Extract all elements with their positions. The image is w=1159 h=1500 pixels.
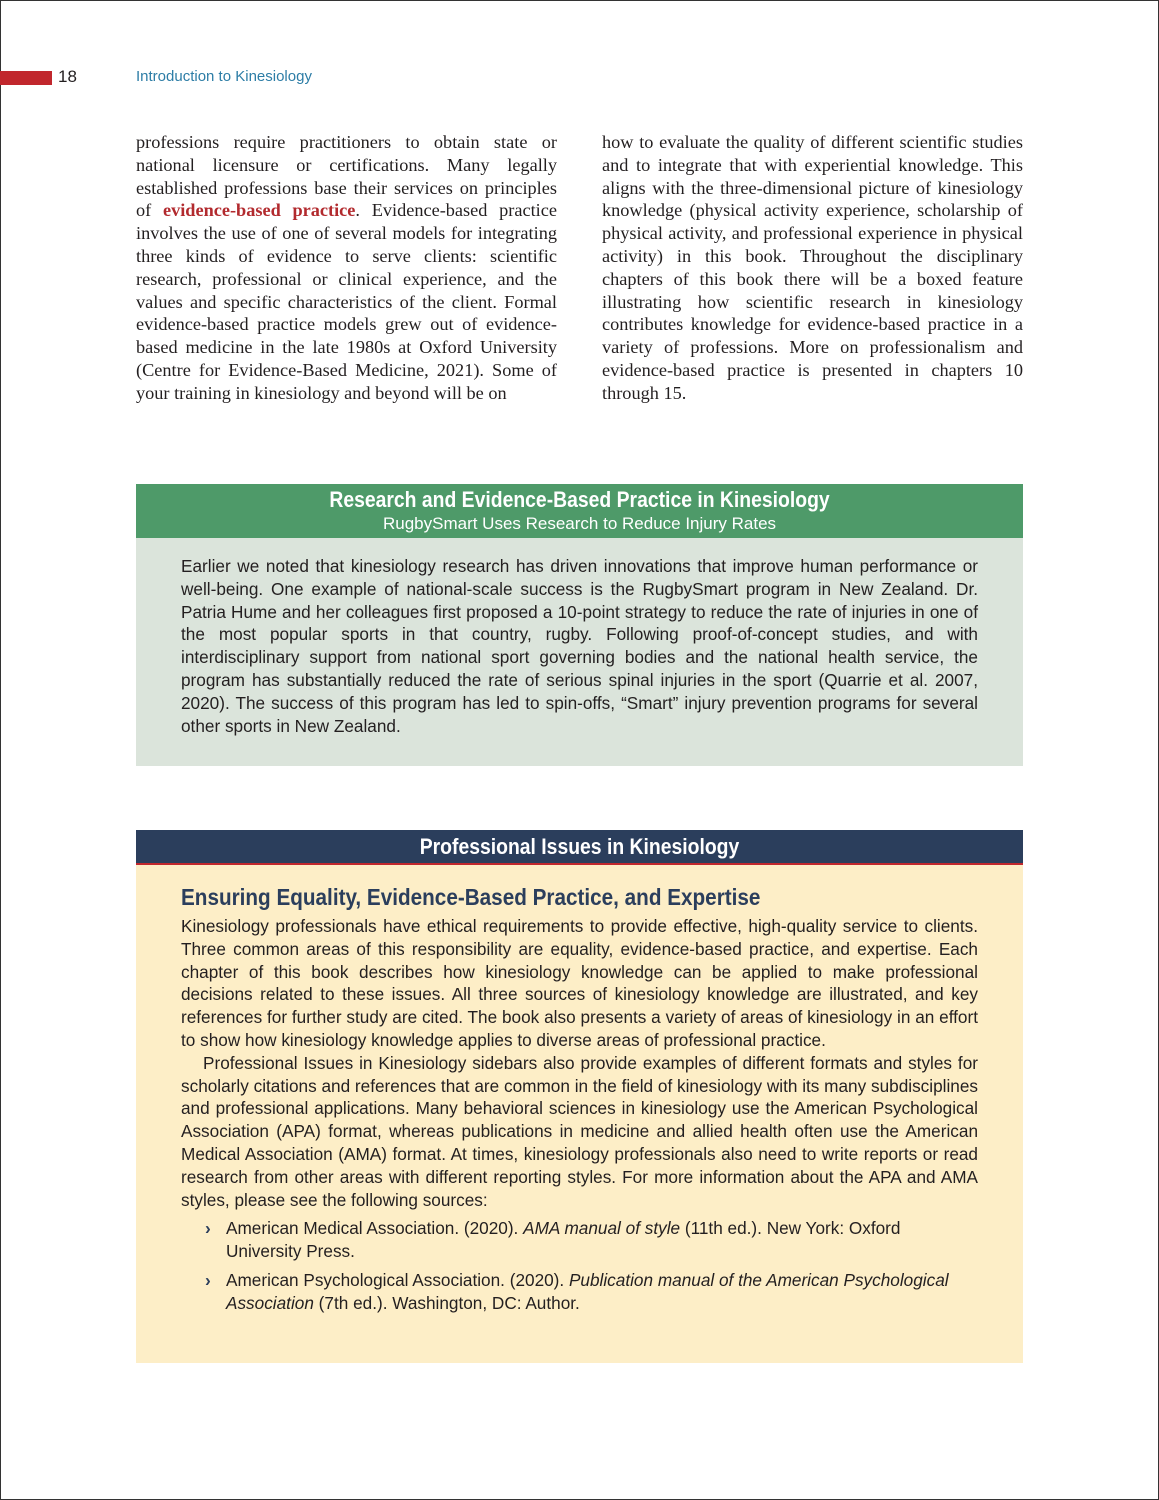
research-sidebar-body: Earlier we noted that kinesiology research has driven innovations that improve human performance or well-being. One example of national-scale success is the RugbySmart program in New Zealand. Dr. Patria Hume and her colleagues first proposed a 10-point strategy to reduce the rate of injuries in one of the most popular sports in that country, rugby. Following proof-of-concept studies, and with interdisciplinary support from national sport governing bodies and the national health service, the program has substantially reduced the rate of serious spinal injuries in the sport (Quarrie et al. 2007, 2020). The success of this program has led to spin-offs, “Smart” injury prevention programs for several other sports in New Zealand.	[181, 556, 978, 736]
body-column-right: how to evaluate the quality of different scientific studies and to integrate that with experiential knowledge. This aligns with the three-dimensional picture of kinesiology knowledge (physical activity experience, scholarship of physical activity, and professional experience in physical activity) in this book. Throughout the disciplinary chapters of this book there will be a boxed feature illustrating how scientific research in kinesiology contributes knowledge for evidence-based practice in a variety of professions. More on professionalism and evidence-based practice is presented in chapters 10 through 15.	[602, 132, 1023, 403]
key-term: evidence-based practice	[162, 200, 356, 221]
research-sidebar-subtitle: RugbySmart Uses Research to Reduce Injury Rates	[382, 514, 777, 533]
research-sidebar-header	[136, 484, 1023, 538]
chevron-right-icon: ›	[205, 1269, 211, 1290]
professional-issues-paragraph: Kinesiology professionals have ethical requirements to provide effective, high-quality service to clients. Three common areas of this responsibility are equality, evidence-based practice, and expertise. Each chapter of this book describes how kinesiology knowledge can be applied to make professional decisions related to these issues. All three sources of kinesiology knowledge are illustrated, and key references for further study are cited. The book also presents a variety of areas of kinesiology in an effort to show how kinesiology knowledge applies to diverse areas of professional practice.	[181, 916, 978, 1050]
running-head: Introduction to Kinesiology	[136, 68, 312, 85]
body-text: . Evidence-based practice involves the use of one of several models for integrating three kinds of evidence to serve clients: scientific research, professional or clinical experience, and the values and specific characteristics of the client. Formal evidence-based practice models grew out of evidence-based medicine in the late 1980s at Oxford University (Centre for Evidence-Based Medicine, 2021). Some of your training in kinesiology and beyond will be on	[136, 200, 557, 403]
reference-item	[181, 1269, 978, 1315]
reference-publisher: (11th ed.). New York: Oxford University Press.	[226, 1218, 901, 1262]
reference-publisher: (7th ed.). Washington, DC: Author.	[313, 1292, 580, 1313]
research-sidebar	[136, 484, 1023, 766]
reference-title: Publication manual of the American Psychological Association	[226, 1269, 949, 1313]
chevron-right-icon: ›	[205, 1218, 211, 1239]
page-tab-marker	[0, 71, 52, 85]
reference-list	[181, 1217, 978, 1314]
reference-item	[181, 1217, 978, 1263]
reference-author: American Medical Association. (2020).	[226, 1218, 524, 1239]
body-text: professions require practitioners to obtain state or national licensure or certifications. Many legally established professions base their services on principles of	[136, 132, 557, 221]
reference-title: AMA manual of style	[523, 1218, 681, 1239]
body-column-left	[136, 131, 557, 405]
research-sidebar-title: Research and Evidence-Based Practice in Kinesiology	[329, 487, 830, 512]
page-number: 18	[58, 67, 77, 86]
professional-issues-heading: Ensuring Equality, Evidence-Based Practice, and Expertise	[181, 884, 761, 910]
professional-issues-header	[136, 830, 1023, 865]
professional-issues-title: Professional Issues in Kinesiology	[419, 834, 740, 859]
reference-author: American Psychological Association. (2020).	[226, 1269, 569, 1290]
professional-issues-sidebar	[136, 830, 1023, 1363]
professional-issues-content	[136, 865, 1023, 1315]
professional-issues-paragraph: Professional Issues in Kinesiology sidebars also provide examples of different formats and styles for scholarly citations and references that are common in the field of kinesiology with its many subdisciplines and professional applications. Many behavioral sciences in kinesiology use the American Psychological Association (APA) format, whereas publications in medicine and allied health often use the American Medical Association (AMA) format. At times, kinesiology professionals also need to write reports or read research from other areas with different reporting styles. For more information about the APA and AMA styles, please see the following sources:	[181, 1052, 978, 1210]
